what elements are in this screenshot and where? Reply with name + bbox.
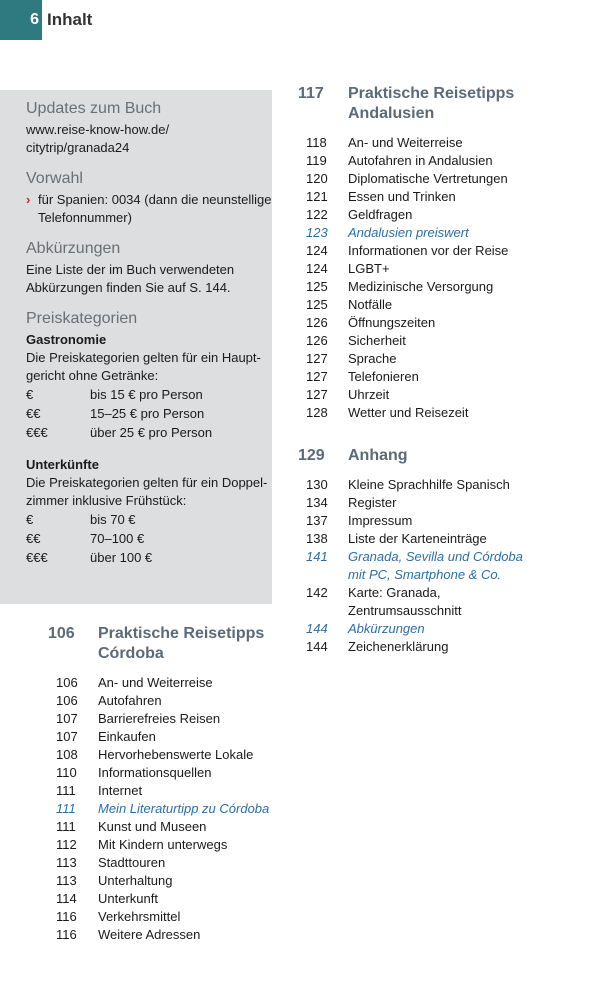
- toc-entry[interactable]: [298, 296, 548, 314]
- toc-entry-title: LGBT+: [348, 261, 390, 276]
- toc-entry-page: 107: [56, 729, 78, 744]
- toc-entry-title: Liste der Karteneinträge: [348, 531, 487, 546]
- toc-entry-page: 127: [306, 369, 328, 384]
- toc-entry[interactable]: [48, 674, 298, 692]
- toc-entry-page: 124: [306, 243, 328, 258]
- toc-entry-page: 107: [56, 711, 78, 726]
- toc-entry[interactable]: [298, 278, 548, 296]
- toc-entry-title: Mein Literaturtipp zu Córdoba: [98, 801, 270, 816]
- toc-entry-page: 126: [306, 333, 328, 348]
- toc-entry[interactable]: [298, 206, 548, 224]
- toc-entry-title: mit PC, Smartphone & Co.: [348, 567, 502, 582]
- gastronomie-subheading: Gastronomie: [26, 332, 107, 347]
- toc-entry-page: 126: [306, 315, 328, 330]
- toc-entry-page: 137: [306, 513, 328, 528]
- page-header: [0, 0, 92, 40]
- price-text: 15–25 € pro Person: [90, 406, 205, 421]
- toc-section-title: Praktische Reisetipps: [348, 85, 515, 102]
- toc-entry[interactable]: [48, 764, 298, 782]
- toc-entry-page: 122: [306, 207, 328, 222]
- toc-section-title: Praktische Reisetipps: [98, 625, 265, 642]
- toc-entry-title: Öffnungszeiten: [348, 315, 436, 330]
- toc-entry[interactable]: [48, 728, 298, 746]
- price-symbol: €€: [26, 406, 41, 421]
- unterkuenfte-text: Die Preiskategorien gelten für ein Doppel-: [26, 475, 268, 490]
- preiskategorien-section: [26, 310, 272, 567]
- toc-entry[interactable]: [48, 692, 298, 710]
- price-row: [26, 548, 272, 567]
- toc-entry-page: 116: [56, 927, 77, 942]
- gastronomie-text: gericht ohne Getränke:: [26, 368, 159, 383]
- toc-entry-page: 106: [56, 693, 78, 708]
- updates-heading: Updates zum Buch: [26, 100, 162, 117]
- toc-section-heading[interactable]: [298, 84, 548, 104]
- toc-entry-page: 108: [56, 747, 78, 762]
- toc-entry[interactable]: [298, 350, 548, 368]
- price-row: [26, 529, 272, 548]
- toc-section-page: 129: [298, 447, 325, 464]
- toc-entry-title: Unterhaltung: [98, 873, 173, 888]
- toc-section-heading[interactable]: [298, 104, 548, 124]
- toc-entry-page: 127: [306, 351, 328, 366]
- toc-entry-page: 118: [306, 135, 327, 150]
- price-row: [26, 423, 272, 442]
- toc-entry-title: Sicherheit: [348, 333, 406, 348]
- vorwahl-text: Telefonnummer): [38, 210, 132, 225]
- toc-entry[interactable]: [298, 530, 548, 548]
- toc-entry-title: Mit Kindern unterwegs: [98, 837, 228, 852]
- toc-entry-title: Informationen vor der Reise: [348, 243, 509, 258]
- toc-entry[interactable]: [298, 368, 548, 386]
- price-symbol: €: [26, 387, 34, 402]
- price-text: über 100 €: [90, 550, 153, 565]
- toc-entry-title: Andalusien preiswert: [348, 225, 469, 240]
- toc-entry[interactable]: [48, 800, 298, 818]
- toc-entry[interactable]: [298, 188, 548, 206]
- chevron-right-icon: ›: [26, 192, 31, 207]
- toc-section-title: Anhang: [348, 447, 408, 464]
- toc-entry-title: Hervorhebenswerte Lokale: [98, 747, 254, 762]
- toc-entry[interactable]: [48, 746, 298, 764]
- toc-section-page: [298, 104, 348, 124]
- toc-entry[interactable]: [298, 548, 548, 566]
- toc-entry-title: Medizinische Versorgung: [348, 279, 494, 294]
- toc-entry[interactable]: [48, 836, 298, 854]
- updates-section: [26, 100, 272, 157]
- toc-entry-page: 110: [56, 765, 77, 780]
- toc-entry-title: An- und Weiterreise: [98, 675, 213, 690]
- toc-entry-page: 114: [56, 891, 77, 906]
- toc-entry-title: Granada, Sevilla und Córdoba: [348, 549, 523, 564]
- toc-entry-title: Verkehrsmittel: [98, 909, 181, 924]
- vorwahl-heading: Vorwahl: [26, 170, 83, 187]
- toc-entry[interactable]: [48, 872, 298, 890]
- toc-entry-page: 106: [56, 675, 78, 690]
- toc-entry-page: 111: [56, 801, 76, 816]
- toc-entry-page: 120: [306, 171, 328, 186]
- toc-entry-page: [298, 566, 348, 584]
- price-symbol: €€€: [26, 425, 48, 440]
- preiskategorien-heading: Preiskategorien: [26, 310, 138, 327]
- toc-section-page: 117: [298, 85, 324, 102]
- updates-url-line[interactable]: citytrip/granada24: [26, 140, 130, 155]
- abkuerzungen-section: [26, 240, 272, 297]
- toc-entry-title: Autofahren in Andalusien: [348, 153, 493, 168]
- vorwahl-bullet: [26, 191, 272, 209]
- toc-entry-title: Wetter und Reisezeit: [348, 405, 469, 420]
- toc-entry-page: 134: [306, 495, 328, 510]
- toc-entry-title: Stadttouren: [98, 855, 166, 870]
- toc-entry-title: Karte: Granada,: [348, 585, 441, 600]
- toc-entry-page: 112: [56, 837, 77, 852]
- toc-entry-title: Weitere Adressen: [98, 927, 201, 942]
- toc-entry[interactable]: [48, 890, 298, 908]
- toc-entry[interactable]: [298, 314, 548, 332]
- price-text: 70–100 €: [90, 531, 145, 546]
- toc-entry-page: [298, 602, 348, 620]
- price-symbol: €€€: [26, 550, 48, 565]
- toc-entry-title: Barrierefreies Reisen: [98, 711, 221, 726]
- toc-entry-page: 142: [306, 585, 328, 600]
- toc-entry-title: An- und Weiterreise: [348, 135, 463, 150]
- toc-entry[interactable]: [298, 602, 548, 620]
- toc-entry-title: Zentrumsausschnitt: [348, 603, 462, 618]
- toc-entry-title: Informationsquellen: [98, 765, 212, 780]
- toc-section-page: 106: [48, 625, 75, 642]
- price-text: bis 15 € pro Person: [90, 387, 203, 402]
- updates-url-line[interactable]: www.reise-know-how.de/: [26, 122, 170, 137]
- toc-entry-page: 125: [306, 279, 328, 294]
- toc-entry-page: 113: [56, 873, 77, 888]
- gastronomie-text: Die Preiskategorien gelten für ein Haupt-: [26, 350, 261, 365]
- toc-entry-page: 113: [56, 855, 77, 870]
- toc-entry[interactable]: [298, 224, 548, 242]
- toc-entry[interactable]: [298, 134, 548, 152]
- toc-entry-title: Zeichenerklärung: [348, 639, 449, 654]
- toc-section-andalusien: [298, 84, 548, 422]
- toc-entry[interactable]: [298, 512, 548, 530]
- toc-entry-page: 141: [306, 549, 328, 564]
- toc-entry-page: 121: [306, 189, 328, 204]
- toc-entry[interactable]: [298, 584, 548, 602]
- toc-entry[interactable]: [298, 404, 548, 422]
- toc-entry-title: Kleine Sprachhilfe Spanisch: [348, 477, 510, 492]
- vorwahl-section: [26, 170, 272, 227]
- toc-entry-title: Essen und Trinken: [348, 189, 456, 204]
- toc-entry[interactable]: [48, 926, 298, 944]
- toc-section-heading[interactable]: [48, 644, 298, 664]
- toc-entry[interactable]: [48, 854, 298, 872]
- toc-entry-page: 123: [306, 225, 328, 240]
- toc-entry-title: Abkürzungen: [348, 621, 425, 636]
- price-text: bis 70 €: [90, 512, 136, 527]
- info-box: [0, 90, 272, 604]
- price-symbol: €: [26, 512, 34, 527]
- toc-section-heading[interactable]: [298, 446, 548, 466]
- abkuerzungen-text: Eine Liste der im Buch verwendeten: [26, 262, 235, 277]
- toc-entry-title: Impressum: [348, 513, 413, 528]
- toc-entry[interactable]: [298, 152, 548, 170]
- toc-entry-page: 111: [56, 783, 76, 798]
- toc-entry-title: Sprache: [348, 351, 397, 366]
- toc-entry[interactable]: [48, 908, 298, 926]
- page-number: 6: [0, 0, 42, 40]
- toc-entry-title: Uhrzeit: [348, 387, 390, 402]
- toc-entry-page: 116: [56, 909, 77, 924]
- toc-entry-title: Autofahren: [98, 693, 162, 708]
- price-row: [26, 385, 272, 404]
- toc-entry[interactable]: [298, 260, 548, 278]
- toc-entry-page: 144: [306, 621, 328, 636]
- toc-entry-page: 130: [306, 477, 328, 492]
- toc-entry-title: Unterkunft: [98, 891, 158, 906]
- toc-section-cordoba: [48, 624, 298, 944]
- toc-entry-page: 119: [306, 153, 327, 168]
- toc-entry-page: 125: [306, 297, 328, 312]
- toc-entry[interactable]: [298, 170, 548, 188]
- abkuerzungen-heading: Abkürzungen: [26, 240, 121, 257]
- toc-entry-title: Diplomatische Vertretungen: [348, 171, 508, 186]
- toc-entry[interactable]: [298, 494, 548, 512]
- toc-entry-title: Register: [348, 495, 397, 510]
- vorwahl-text: für Spanien: 0034 (dann die neunstellige: [38, 192, 272, 207]
- abkuerzungen-text: Abkürzungen finden Sie auf S. 144.: [26, 280, 231, 295]
- toc-entry-page: 127: [306, 387, 328, 402]
- toc-entry[interactable]: [48, 818, 298, 836]
- toc-section-heading[interactable]: [48, 624, 298, 644]
- price-symbol: €€: [26, 531, 41, 546]
- toc-entry[interactable]: [298, 566, 548, 584]
- toc-entry-page: 124: [306, 261, 328, 276]
- unterkuenfte-subheading: Unterkünfte: [26, 457, 99, 472]
- vorwahl-bullet-cont: [26, 209, 272, 227]
- toc-entry[interactable]: [48, 782, 298, 800]
- toc-entry[interactable]: [298, 242, 548, 260]
- toc-entry-title: Telefonieren: [348, 369, 419, 384]
- toc-entry-page: 138: [306, 531, 328, 546]
- toc-entry[interactable]: [298, 476, 548, 494]
- toc-entry-title: Notfälle: [348, 297, 393, 312]
- toc-entry-title: Einkaufen: [98, 729, 156, 744]
- toc-entry[interactable]: [298, 638, 548, 656]
- toc-entry[interactable]: [298, 386, 548, 404]
- toc-entry-title: Kunst und Museen: [98, 819, 207, 834]
- price-row: [26, 404, 272, 423]
- toc-entry[interactable]: [298, 620, 548, 638]
- toc-entry-title: Internet: [98, 783, 143, 798]
- unterkuenfte-text: zimmer inklusive Frühstück:: [26, 493, 187, 508]
- price-row: [26, 510, 272, 529]
- toc-section-title: Andalusien: [348, 105, 435, 122]
- page-title: Inhalt: [47, 10, 93, 29]
- toc-section-title: Córdoba: [98, 645, 164, 662]
- toc-entry-title: Geldfragen: [348, 207, 413, 222]
- toc-entry-page: 111: [56, 819, 76, 834]
- toc-entry-page: 144: [306, 639, 328, 654]
- toc-section-page: [48, 644, 98, 664]
- toc-entry[interactable]: [298, 332, 548, 350]
- toc-entry[interactable]: [48, 710, 298, 728]
- toc-entry-page: 128: [306, 405, 328, 420]
- toc-section-anhang: [298, 446, 548, 656]
- price-text: über 25 € pro Person: [90, 425, 213, 440]
